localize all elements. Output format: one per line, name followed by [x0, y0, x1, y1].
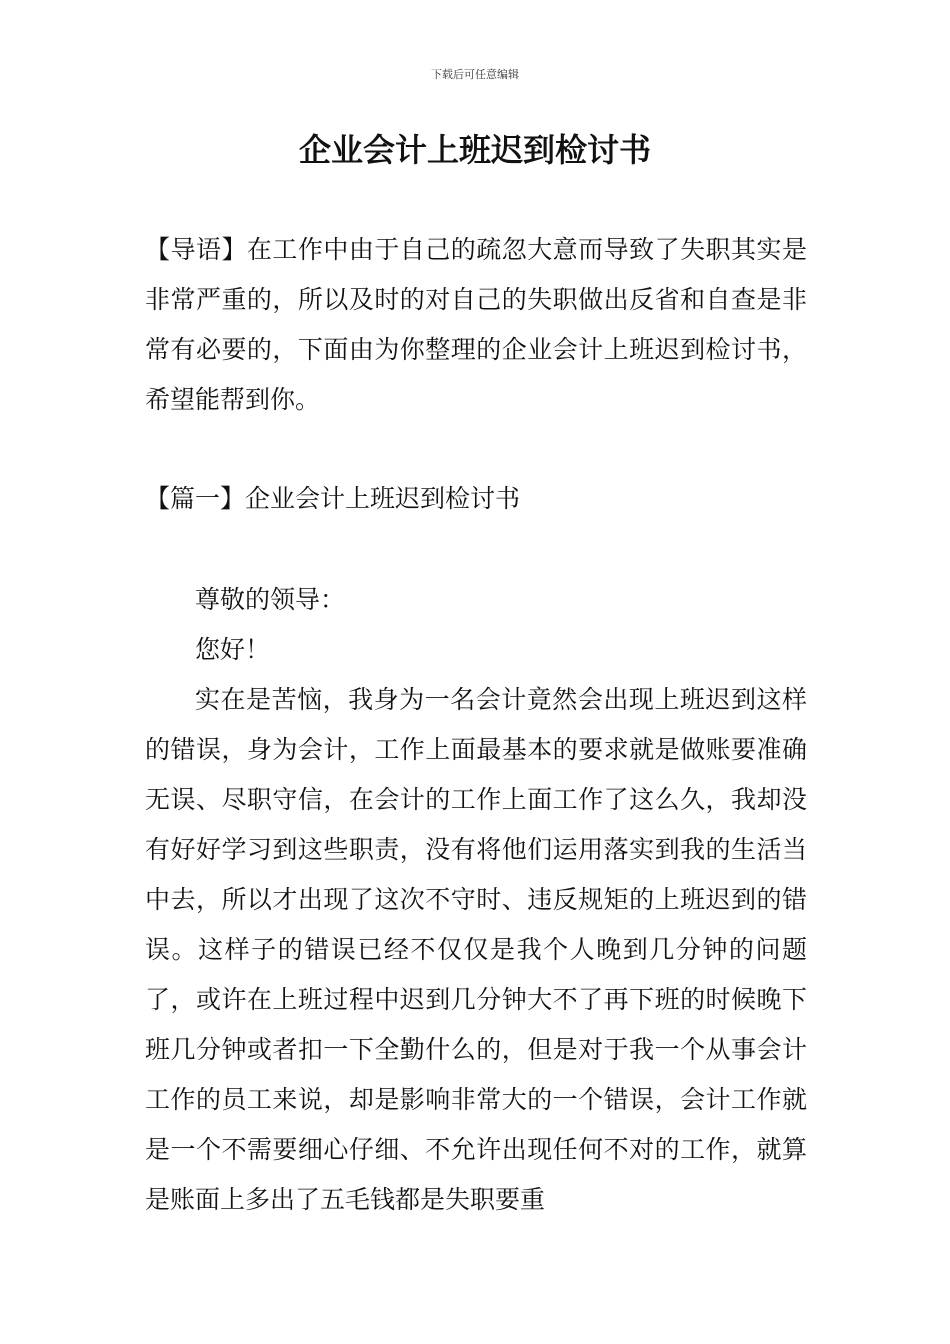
salutation: 尊敬的领导： — [195, 585, 346, 614]
header-note: 下载后可任意编辑 — [431, 68, 519, 81]
body-paragraph: 实在是苦恼，我身为一名会计竟然会出现上班迟到这样的错误，身为会计，工作上面最基本的要求就是做账要准确无误、尽职守信，在会计的工作上面工作了这么久，我却没有好好学习到这些职责，没有将他们运用落实到我的生活当中去，所以才出现了这次不守时、违反规矩的上班迟到的错误。这样子的错误已经不仅仅是我个人晚到几分钟的问题了，或许在上班过程中迟到几分钟大不了再下班的时候晚下班几分钟或者扣一下全勤什么的，但是对于我一个从事会计工作的员工来说，却是影响非常大的一个错误，会计工作就是一个不需要细心仔细、不允许出现任何不对的工作，就算是账面上多出了五毛钱都是失职要重 — [145, 685, 807, 1214]
document-title: 企业会计上班迟到检讨书 — [298, 131, 651, 169]
section-heading: 【篇一】企业会计上班迟到检讨书 — [145, 484, 521, 513]
intro-paragraph: 【导语】在工作中由于自己的疏忽大意而导致了失职其实是非常严重的，所以及时的对自己的失职做出反省和自查是非常有必要的，下面由为你整理的企业会计上班迟到检讨书，希望能帮到你。 — [145, 235, 807, 414]
greeting: 您好！ — [195, 635, 271, 664]
